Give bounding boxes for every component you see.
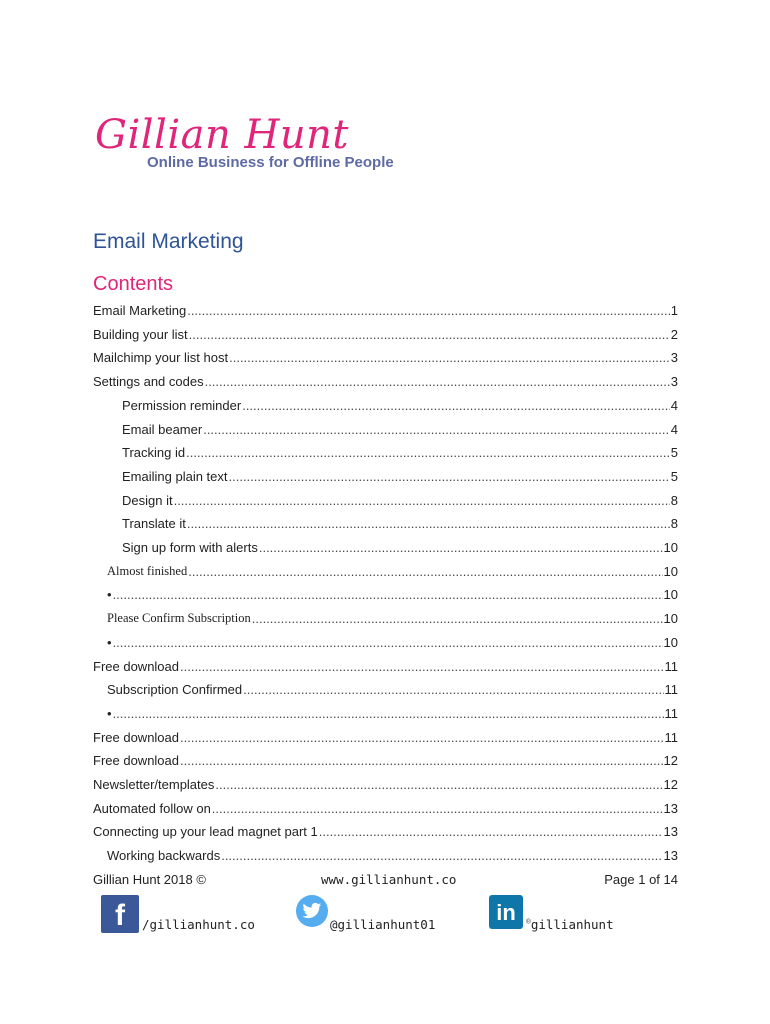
toc-entry-title: •: [107, 587, 112, 603]
linkedin-handle: [526, 917, 614, 932]
toc-dot-leader: [113, 587, 663, 602]
toc-entry-title: Automated follow on: [93, 800, 211, 816]
toc-entry[interactable]: [93, 320, 678, 342]
toc-entry-page: 2: [670, 326, 678, 342]
toc-entry-title: Settings and codes: [93, 374, 204, 390]
toc-dot-leader: [203, 422, 670, 437]
toc-entry[interactable]: [93, 652, 678, 674]
twitter-contact: [296, 895, 456, 935]
toc-dot-leader: [174, 493, 670, 508]
toc-entry[interactable]: [122, 509, 678, 531]
toc-entry-page: 11: [664, 729, 678, 745]
toc-dot-leader: [188, 564, 662, 579]
toc-entry-page: 3: [670, 374, 678, 390]
toc-entry-title: Mailchimp your list host: [93, 350, 229, 366]
toc-dot-leader: [229, 469, 670, 484]
twitter-handle: @gillianhunt01: [330, 917, 436, 932]
toc-entry-page: 11: [664, 682, 678, 698]
logo-tagline: Online Business for Offline People: [147, 154, 394, 171]
toc-entry[interactable]: [107, 628, 678, 650]
toc-entry[interactable]: [107, 841, 678, 863]
footer-page-number: Page 1 of 14: [604, 872, 678, 887]
toc-entry-page: 10: [663, 634, 678, 650]
toc-dot-leader: [187, 303, 670, 318]
toc-entry[interactable]: [93, 343, 678, 365]
toc-entry-title: Tracking id: [122, 445, 186, 461]
linkedin-contact: [489, 895, 649, 935]
toc-entry-title: Permission reminder: [122, 397, 242, 413]
toc-dot-leader: [186, 445, 670, 460]
toc-dot-leader: [259, 540, 663, 555]
toc-entry[interactable]: [93, 770, 678, 792]
toc-entry[interactable]: [93, 746, 678, 768]
facebook-handle: /gillianhunt.co: [142, 917, 255, 932]
toc-dot-leader: [252, 611, 663, 626]
page-footer: [93, 872, 678, 890]
registered-mark: ®: [526, 917, 531, 926]
toc-dot-leader: [215, 777, 662, 792]
toc-entry[interactable]: [107, 699, 678, 721]
toc-entry[interactable]: [107, 580, 678, 602]
linkedin-icon: in: [489, 895, 523, 929]
toc-entry[interactable]: [93, 794, 678, 816]
toc-entry[interactable]: [93, 723, 678, 745]
toc-entry-page: 1: [670, 303, 678, 318]
twitter-icon: [296, 895, 328, 927]
toc-entry-title: Sign up form with alerts: [122, 540, 258, 555]
toc-dot-leader: [205, 374, 670, 389]
toc-entry-title: Email Marketing: [93, 303, 187, 318]
toc-entry-title: •: [107, 634, 112, 650]
toc-entry[interactable]: [107, 675, 678, 697]
toc-entry-title: Connecting up your lead magnet part 1: [93, 824, 318, 840]
footer-website: www.gillianhunt.co: [321, 872, 457, 887]
footer-copyright: Gillian Hunt 2018 ©: [93, 872, 206, 887]
toc-entry-page: 13: [663, 824, 678, 840]
contents-heading: Contents: [93, 273, 174, 295]
toc-entry-page: 13: [663, 800, 678, 816]
toc-dot-leader: [113, 706, 664, 721]
toc-entry[interactable]: [93, 367, 678, 389]
toc-dot-leader: [243, 682, 663, 697]
toc-entry-title: Almost finished: [107, 563, 188, 578]
facebook-icon: f: [101, 895, 139, 933]
toc-entry-title: Translate it: [122, 516, 186, 532]
toc-entry-title: Building your list: [93, 326, 188, 342]
toc-entry-page: 10: [663, 587, 678, 603]
toc-dot-leader: [180, 753, 663, 768]
toc-dot-leader: [229, 350, 670, 365]
toc-entry-page: 10: [663, 611, 678, 627]
logo-name: Gillian Hunt: [95, 112, 349, 158]
toc-entry-title: Newsletter/templates: [93, 777, 215, 792]
toc-entry[interactable]: [122, 533, 678, 555]
toc-dot-leader: [180, 730, 664, 745]
toc-dot-leader: [221, 848, 662, 863]
toc-entry-page: 3: [670, 350, 678, 366]
toc-entry[interactable]: [93, 817, 678, 839]
toc-dot-leader: [189, 327, 670, 342]
toc-entry-page: 13: [663, 848, 678, 864]
linkedin-handle-text: gillianhunt: [530, 917, 614, 932]
toc-entry[interactable]: [122, 415, 678, 437]
toc-entry-title: Free download: [93, 658, 179, 674]
toc-entry-title: Email beamer: [122, 421, 203, 437]
gillian-hunt-logo: [95, 112, 395, 182]
toc-entry-page: 8: [670, 492, 678, 508]
facebook-contact: [101, 895, 261, 935]
toc-entry-page: 12: [663, 777, 678, 792]
toc-entry-page: 11: [664, 658, 678, 674]
toc-dot-leader: [319, 824, 663, 839]
toc-entry-page: 10: [663, 540, 678, 555]
toc-entry-page: 4: [670, 421, 678, 437]
toc-entry[interactable]: [122, 462, 678, 484]
toc-entry-title: Working backwards: [107, 848, 221, 864]
toc-entry[interactable]: [93, 296, 678, 318]
toc-entry[interactable]: [107, 557, 678, 579]
toc-dot-leader: [113, 635, 663, 650]
toc-entry-title: Free download: [93, 753, 179, 769]
toc-entry-page: 12: [663, 753, 678, 769]
toc-entry-page: 5: [670, 445, 678, 461]
toc-entry[interactable]: [122, 391, 678, 413]
toc-entry-page: 4: [670, 397, 678, 413]
toc-dot-leader: [212, 801, 663, 816]
toc-dot-leader: [187, 516, 670, 531]
toc-entry-title: Free download: [93, 729, 179, 745]
toc-entry-title: Please Confirm Subscription: [107, 611, 251, 626]
toc-entry[interactable]: [107, 604, 678, 626]
toc-entry-page: 10: [663, 563, 678, 579]
toc-entry-title: Emailing plain text: [122, 468, 228, 484]
toc-entry-title: Subscription Confirmed: [107, 682, 243, 698]
toc-dot-leader: [242, 398, 670, 413]
toc-dot-leader: [180, 659, 664, 674]
toc-entry-page: 5: [670, 468, 678, 484]
toc-entry-page: 11: [664, 705, 678, 721]
toc-entry-title: •: [107, 705, 112, 721]
toc-entry-page: 8: [670, 516, 678, 532]
toc-entry[interactable]: [122, 438, 678, 460]
document-title: Email Marketing: [93, 230, 244, 253]
toc-entry-title: Design it: [122, 492, 173, 508]
toc-entry[interactable]: [122, 486, 678, 508]
